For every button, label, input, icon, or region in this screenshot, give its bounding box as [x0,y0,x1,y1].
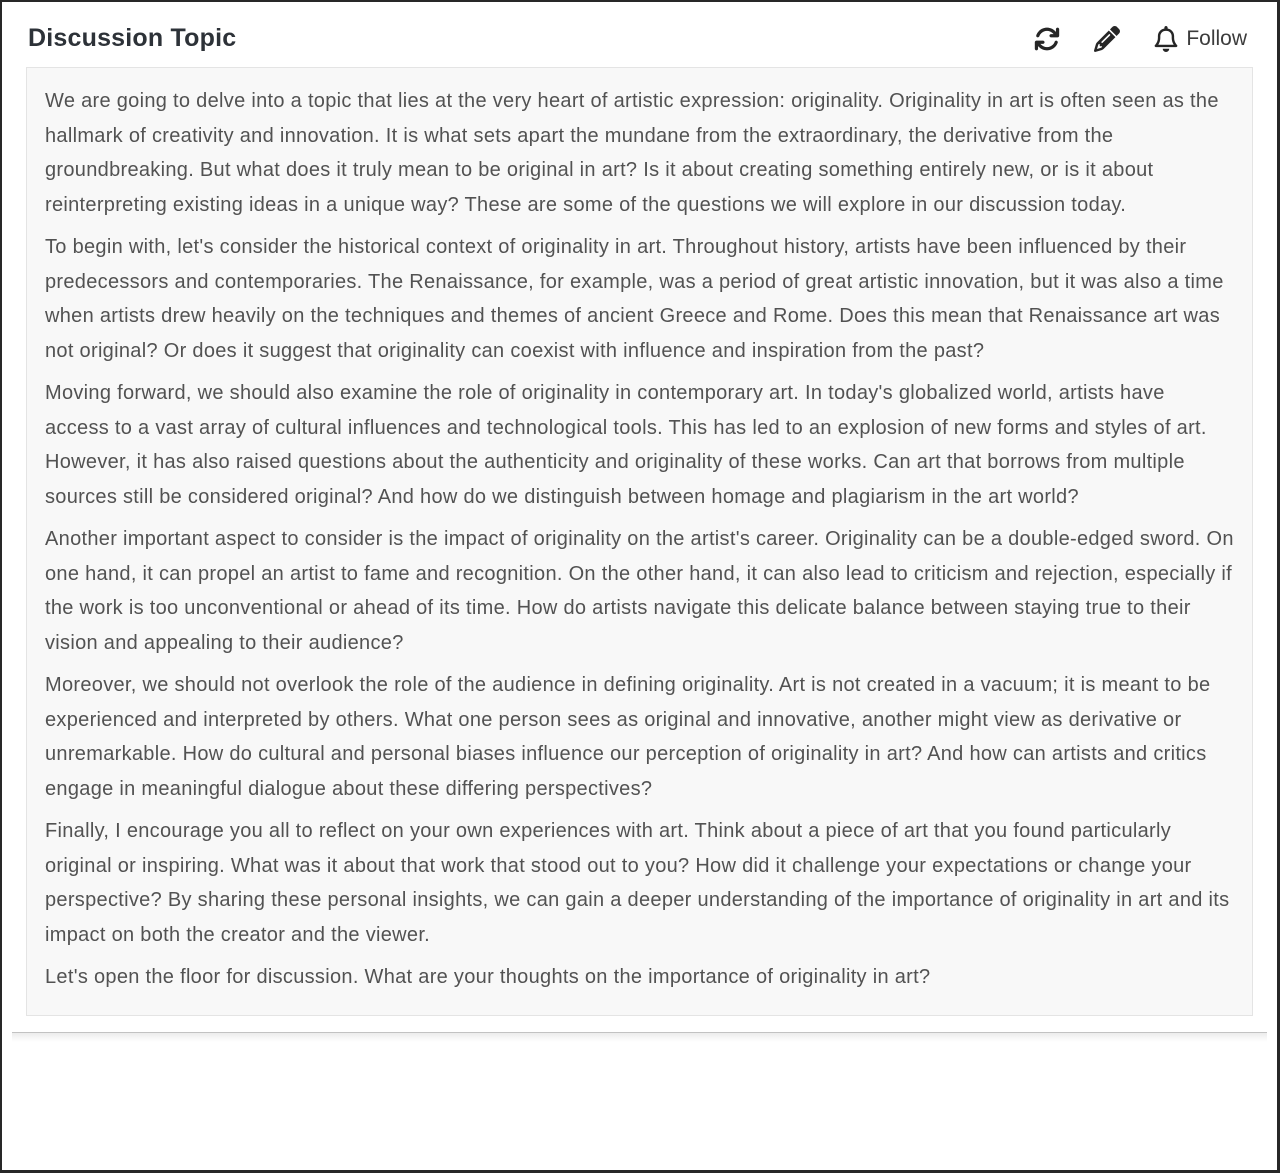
edit-button[interactable] [1094,26,1120,52]
header-actions [1034,26,1247,52]
page-header [2,2,1277,67]
refresh-icon [1034,26,1060,52]
discussion-message [26,67,1253,1016]
discussion-paragraph: We are going to delve into a topic that lies at the very heart of artistic expression: originality. Originality in art is often seen as the hallmark of creativity and innovation. It is what sets apart the mundane from the extraordinary, the derivative from the groundbreaking. But what does it truly mean to be original in art? Is it about creating something entirely new, or is it about reinterpreting existing ideas in a unique way? These are some of the questions we will explore in our discussion today. [45,90,1219,216]
discussion-paragraph: Finally, I encourage you all to reflect on your own experiences with art. Think about a piece of art that you found particularly original or inspiring. What was it about that work that stood out to you? How did it challenge your expectations or change your perspective? By sharing these personal insights, we can gain a deeper understanding of the importance of originality in art and its impact on both the creator and the viewer. [45,820,1230,946]
discussion-paragraph: To begin with, let's consider the historical context of originality in art. Throughout history, artists have been influenced by their predecessors and contemporaries. The Renaissance, for example, was a period of great artistic innovation, but it was also a time when artists drew heavily on the techniques and themes of ancient Greece and Rome. Does this mean that Renaissance art was not original? Or does it suggest that originality can coexist with influence and inspiration from the past? [45,236,1224,362]
discussion-paragraph: Let's open the floor for discussion. What are your thoughts on the importance of originality in art? [45,966,931,988]
section-divider [12,1032,1267,1042]
bell-icon [1154,26,1178,52]
discussion-paragraph: Another important aspect to consider is the impact of originality on the artist's career. Originality can be a double-edged sword. On one hand, it can propel an artist to fame and recognition. On the other hand, it can also lead to criticism and rejection, especially if the work is too unconventional or ahead of its time. How do artists navigate this delicate balance between staying true to their vision and appealing to their audience? [45,528,1234,654]
follow-button[interactable] [1154,26,1247,52]
discussion-paragraph: Moving forward, we should also examine the role of originality in contemporary art. In today's globalized world, artists have access to a vast array of cultural influences and technological tools. This has led to an explosion of new forms and styles of art. However, it has also raised questions about the authenticity and originality of these works. Can art that borrows from multiple sources still be considered original? And how do we distinguish between homage and plagiarism in the art world? [45,382,1207,508]
refresh-button[interactable] [1034,26,1060,52]
follow-label: Follow [1186,27,1247,50]
page-title: Discussion Topic [28,24,237,52]
pencil-icon [1094,26,1120,52]
discussion-paragraph: Moreover, we should not overlook the role of the audience in defining originality. Art is not created in a vacuum; it is meant to be experienced and interpreted by others. What one person sees as original and innovative, another might view as derivative or unremarkable. How do cultural and personal biases influence our perception of originality in art? And how can artists and critics engage in meaningful dialogue about these differing perspectives? [45,674,1211,800]
